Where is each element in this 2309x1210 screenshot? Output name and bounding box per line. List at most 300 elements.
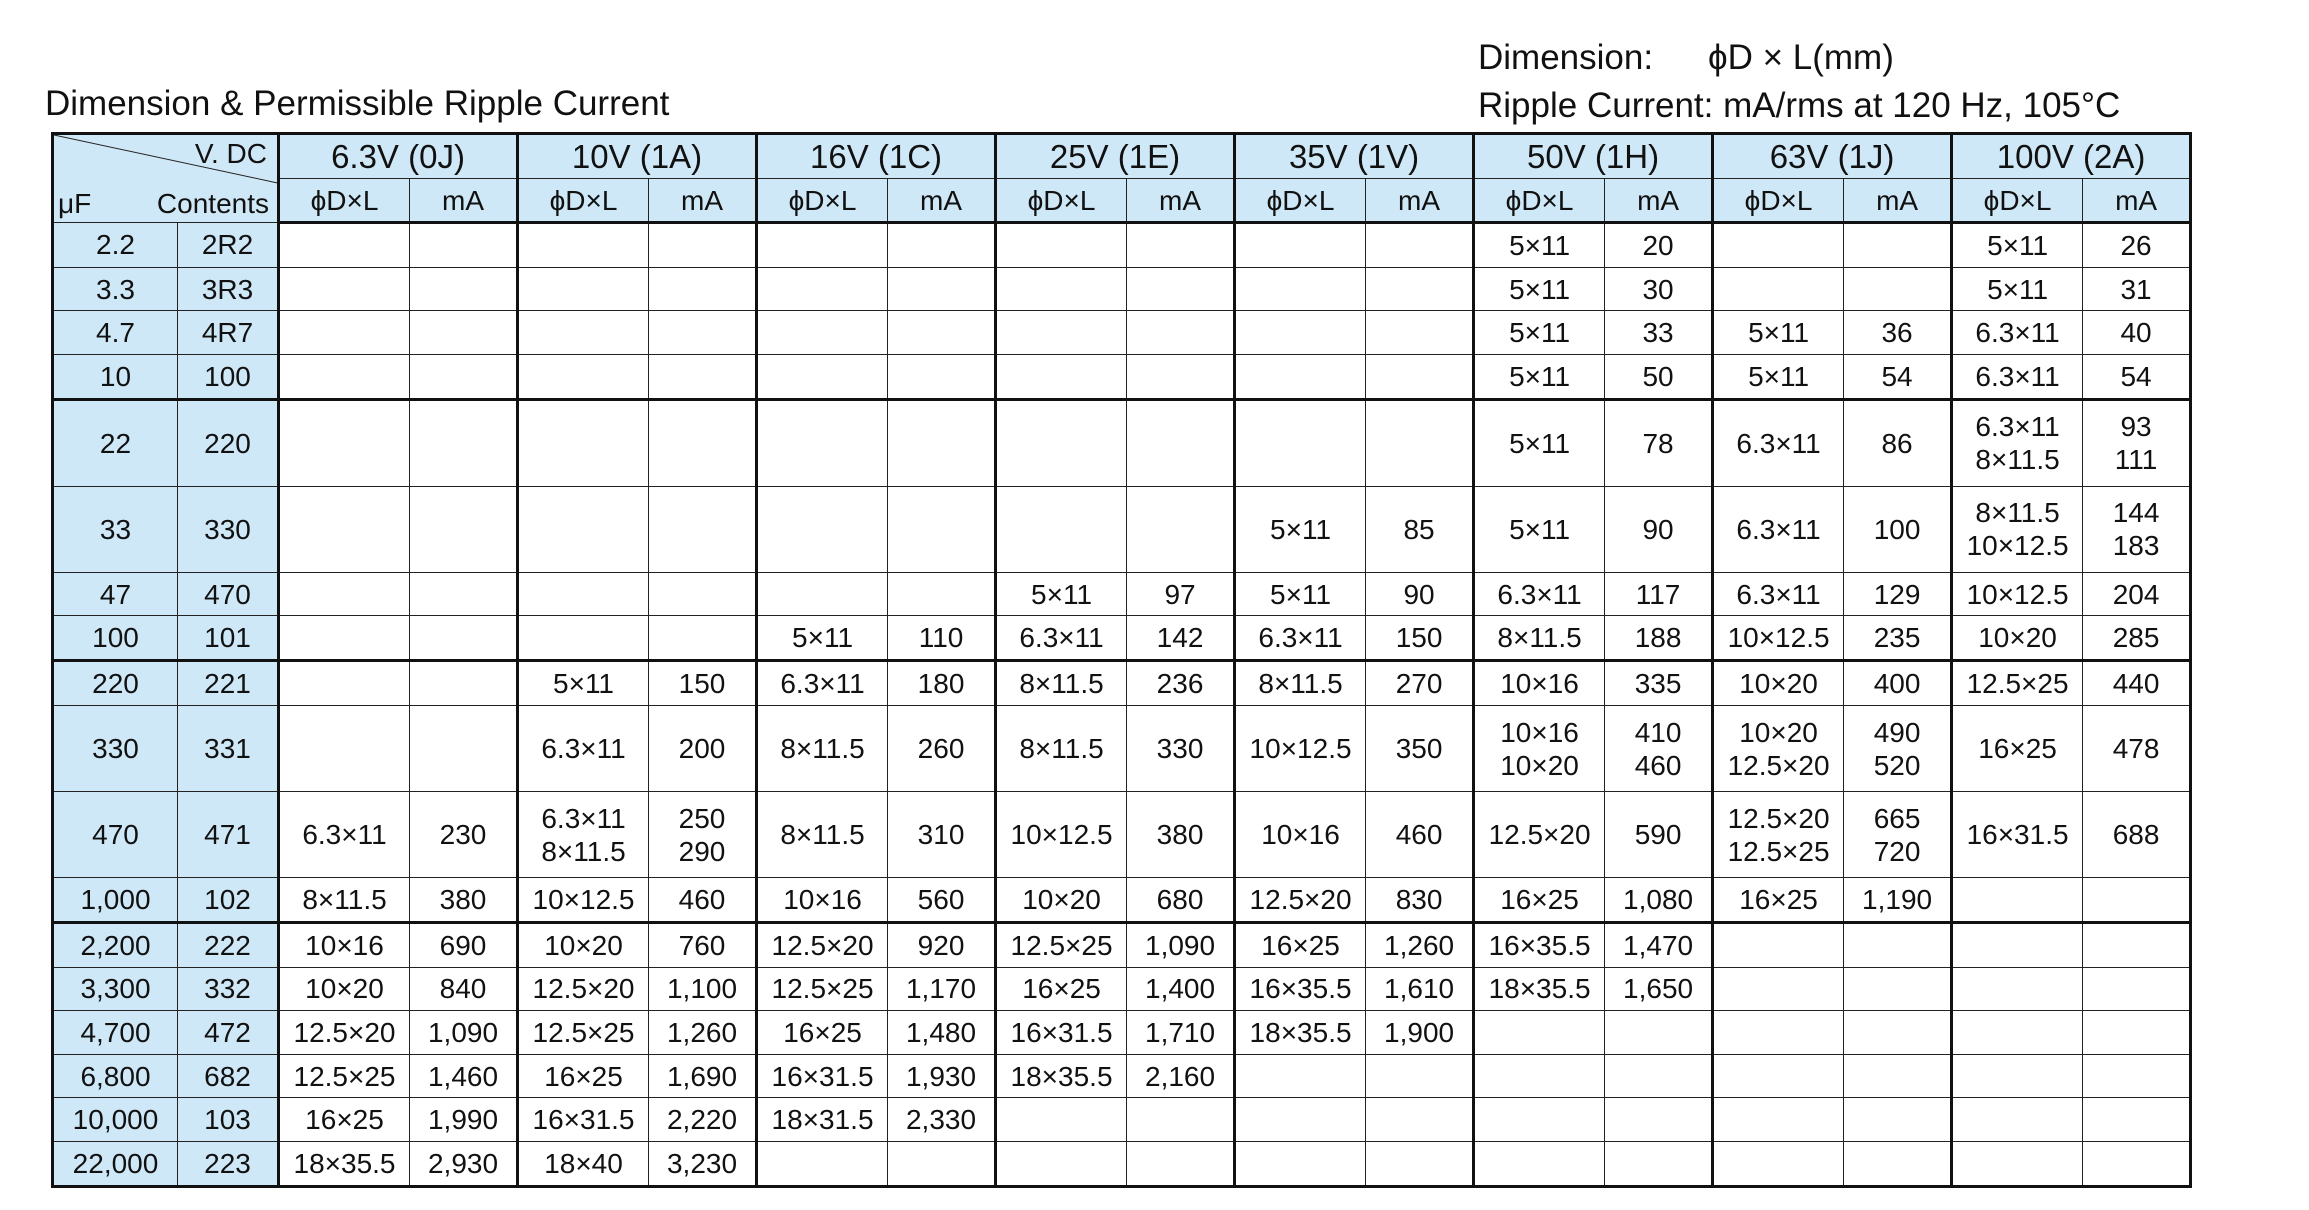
voltage-header: 100V (2A) [1952,134,2191,179]
dimension-cell: 12.5×20 [1474,792,1605,878]
ripple-cell: 1,460 [410,1054,518,1098]
ripple-cell [410,661,518,706]
ripple-subheader: mA [649,179,757,223]
contents-code-cell: 101 [178,616,279,661]
ripple-subheader: mA [1605,179,1713,223]
ripple-cell: 33 [1605,311,1713,355]
table-row [53,1098,2191,1142]
dimension-cell: 8×11.5 [279,877,410,922]
ripple-cell: 20 [1605,223,1713,268]
dimension-cell: 6.3×11 [1713,399,1844,486]
dimension-cell [1235,1054,1366,1098]
dimension-cell: 5×11 [757,616,888,661]
ripple-cell: 150 [649,661,757,706]
ripple-cell [1844,967,1952,1011]
dimension-cell: 10×12.5 [518,877,649,922]
contents-code-cell: 4R7 [178,311,279,355]
voltage-header: 6.3V (0J) [279,134,518,179]
table-row [53,355,2191,400]
ripple-cell [410,311,518,355]
ripple-cell: 90 [1605,487,1713,573]
capacitance-cell: 100 [53,616,178,661]
ripple-cell: 410 460 [1605,706,1713,792]
ripple-cell: 1,990 [410,1098,518,1142]
ripple-cell [2083,1054,2191,1098]
dimension-value: ϕD × L(mm) [1708,38,1894,77]
ripple-cell: 1,260 [1366,922,1474,967]
dimension-cell [1235,399,1366,486]
ripple-cell [1366,1141,1474,1186]
contents-code-cell: 2R2 [178,223,279,268]
ripple-cell: 1,090 [1127,922,1235,967]
dimension-cell: 16×25 [1474,877,1605,922]
ripple-cell: 1,710 [1127,1011,1235,1055]
ripple-cell: 690 [410,922,518,967]
corner-uf-label: μF [58,188,92,219]
dimension-cell: 5×11 [1952,223,2083,268]
ripple-cell: 30 [1605,267,1713,311]
dimension-cell: 5×11 [1474,267,1605,311]
dimension-cell: 12.5×25 [279,1054,410,1098]
ripple-subheader: mA [1127,179,1235,223]
dimension-cell: 10×20 [279,967,410,1011]
ripple-cell [1127,267,1235,311]
ripple-cell: 260 [888,706,996,792]
table-corner-header [53,134,279,223]
dimension-cell: 8×11.5 [1235,661,1366,706]
ripple-cell: 330 [1127,706,1235,792]
dimension-cell [518,311,649,355]
dimension-cell: 6.3×11 [1474,572,1605,616]
table-row [53,487,2191,573]
ripple-cell [2083,1098,2191,1142]
capacitance-cell: 2,200 [53,922,178,967]
dimension-cell: 16×31.5 [996,1011,1127,1055]
dimension-cell [518,616,649,661]
capacitance-cell: 33 [53,487,178,573]
ripple-cell: 86 [1844,399,1952,486]
dimension-subheader: ϕD×L [757,179,888,223]
contents-code-cell: 330 [178,487,279,573]
dimension-cell: 16×31.5 [518,1098,649,1142]
dimension-cell: 10×20 [996,877,1127,922]
dimension-cell: 10×20 [1952,616,2083,661]
dimension-cell: 6.3×11 [757,661,888,706]
dimension-cell: 10×16 [1474,661,1605,706]
ripple-cell: 1,400 [1127,967,1235,1011]
dimension-cell [1474,1054,1605,1098]
ripple-cell: 760 [649,922,757,967]
dimension-cell [996,223,1127,268]
dimension-cell: 18×35.5 [1235,1011,1366,1055]
table-row [53,1011,2191,1055]
dimension-cell [279,616,410,661]
dimension-cell [757,572,888,616]
dimension-cell: 12.5×20 [1235,877,1366,922]
table-row [53,1054,2191,1098]
dimension-cell: 12.5×25 [996,922,1127,967]
dimension-cell [757,223,888,268]
dimension-cell [279,311,410,355]
dimension-cell [518,355,649,400]
ripple-cell: 1,610 [1366,967,1474,1011]
dimension-cell [1952,1098,2083,1142]
capacitance-cell: 22,000 [53,1141,178,1186]
dimension-cell: 16×25 [757,1011,888,1055]
ripple-cell: 230 [410,792,518,878]
dimension-cell: 8×11.5 [757,706,888,792]
ripple-cell: 1,260 [649,1011,757,1055]
table-row [53,267,2191,311]
dimension-cell [1713,223,1844,268]
dimension-cell [279,487,410,573]
ripple-cell: 200 [649,706,757,792]
dimension-cell: 10×12.5 [1713,616,1844,661]
ripple-cell: 590 [1605,792,1713,878]
voltage-header: 10V (1A) [518,134,757,179]
ripple-cell [1844,922,1952,967]
dimension-cell: 5×11 [518,661,649,706]
table-row [53,877,2191,922]
dimension-label: Dimension: [1478,38,1654,77]
dimension-cell: 16×35.5 [1474,922,1605,967]
ripple-cell: 1,080 [1605,877,1713,922]
ripple-cell [888,572,996,616]
ripple-cell [888,1141,996,1186]
dimension-cell: 6.3×11 [1952,355,2083,400]
ripple-cell [649,399,757,486]
ripple-cell: 97 [1127,572,1235,616]
dimension-subheader: ϕD×L [996,179,1127,223]
ripple-cell [1844,223,1952,268]
dimension-cell [1713,1054,1844,1098]
ripple-cell [649,572,757,616]
dimension-cell [518,572,649,616]
ripple-cell [888,355,996,400]
ripple-cell [1605,1011,1713,1055]
capacitance-cell: 1,000 [53,877,178,922]
ripple-cell: 1,930 [888,1054,996,1098]
capacitance-cell: 4,700 [53,1011,178,1055]
dimension-cell [757,1141,888,1186]
ripple-cell: 840 [410,967,518,1011]
dimension-cell: 16×25 [1713,877,1844,922]
contents-code-cell: 102 [178,877,279,922]
dimension-subheader: ϕD×L [518,179,649,223]
dimension-cell: 10×16 [1235,792,1366,878]
capacitance-cell: 220 [53,661,178,706]
ripple-cell [410,223,518,268]
capacitance-cell: 4.7 [53,311,178,355]
ripple-cell: 1,100 [649,967,757,1011]
ripple-cell [1127,1141,1235,1186]
capacitance-cell: 10 [53,355,178,400]
dimension-cell: 10×16 [757,877,888,922]
ripple-cell [410,355,518,400]
contents-code-cell: 100 [178,355,279,400]
ripple-cell: 1,190 [1844,877,1952,922]
ripple-cell: 490 520 [1844,706,1952,792]
dimension-cell [279,572,410,616]
ripple-cell [888,311,996,355]
dimension-cell [279,267,410,311]
ripple-cell [2083,877,2191,922]
ripple-cell: 54 [1844,355,1952,400]
ripple-cell: 310 [888,792,996,878]
dimension-cell: 5×11 [1474,399,1605,486]
ripple-cell [1844,1011,1952,1055]
ripple-cell: 144 183 [2083,487,2191,573]
contents-code-cell: 222 [178,922,279,967]
dimension-cell [279,223,410,268]
corner-contents-label: Contents [156,188,269,219]
dimension-cell: 6.3×11 8×11.5 [518,792,649,878]
ripple-cell [1844,1141,1952,1186]
dimension-cell [279,706,410,792]
dimension-cell: 5×11 [1713,311,1844,355]
ripple-cell: 2,330 [888,1098,996,1142]
ripple-subheader: mA [2083,179,2191,223]
dimension-cell [1474,1011,1605,1055]
dimension-cell [1713,967,1844,1011]
ripple-cell: 665 720 [1844,792,1952,878]
dimension-cell: 12.5×25 [1952,661,2083,706]
ripple-cell [1127,311,1235,355]
dimension-cell [1952,1054,2083,1098]
contents-code-cell: 472 [178,1011,279,1055]
ripple-cell: 285 [2083,616,2191,661]
table-row [53,1141,2191,1186]
contents-code-cell: 223 [178,1141,279,1186]
capacitance-cell: 470 [53,792,178,878]
dimension-cell [757,311,888,355]
dimension-cell [1474,1141,1605,1186]
ripple-cell: 920 [888,922,996,967]
dimension-cell [1713,1141,1844,1186]
table-title: Dimension & Permissible Ripple Current [45,84,670,123]
dimension-cell: 12.5×25 [757,967,888,1011]
dimension-cell: 6.3×11 [996,616,1127,661]
ripple-current-table [51,132,2192,1188]
ripple-cell [1844,1054,1952,1098]
dimension-cell [996,311,1127,355]
dimension-cell: 12.5×25 [518,1011,649,1055]
dimension-cell: 6.3×11 8×11.5 [1952,399,2083,486]
ripple-cell [649,616,757,661]
ripple-cell [649,267,757,311]
dimension-cell: 8×11.5 [996,661,1127,706]
ripple-cell: 270 [1366,661,1474,706]
ripple-cell: 400 [1844,661,1952,706]
dimension-cell [996,487,1127,573]
ripple-cell: 204 [2083,572,2191,616]
ripple-cell [888,267,996,311]
ripple-cell: 460 [1366,792,1474,878]
voltage-header: 50V (1H) [1474,134,1713,179]
ripple-cell [1844,267,1952,311]
ripple-cell [649,355,757,400]
ripple-cell: 380 [410,877,518,922]
dimension-cell: 16×25 [1235,922,1366,967]
ripple-subheader: mA [1366,179,1474,223]
dimension-cell: 18×40 [518,1141,649,1186]
ripple-cell [1366,267,1474,311]
ripple-cell: 50 [1605,355,1713,400]
dimension-cell: 8×11.5 10×12.5 [1952,487,2083,573]
ripple-cell [1366,311,1474,355]
ripple-cell [1366,399,1474,486]
ripple-cell: 350 [1366,706,1474,792]
dimension-cell [1713,267,1844,311]
dimension-cell [1713,922,1844,967]
dimension-cell: 6.3×11 [1235,616,1366,661]
ripple-cell: 830 [1366,877,1474,922]
ripple-cell: 440 [2083,661,2191,706]
table-row [53,616,2191,661]
ripple-cell: 1,480 [888,1011,996,1055]
capacitance-cell: 47 [53,572,178,616]
dimension-cell [757,487,888,573]
ripple-cell [2083,1011,2191,1055]
ripple-cell: 1,650 [1605,967,1713,1011]
ripple-cell [2083,967,2191,1011]
dimension-cell: 18×35.5 [279,1141,410,1186]
capacitance-cell: 330 [53,706,178,792]
dimension-cell [1235,267,1366,311]
ripple-subheader: mA [1844,179,1952,223]
ripple-cell: 335 [1605,661,1713,706]
ripple-cell: 460 [649,877,757,922]
table-row [53,792,2191,878]
ripple-cell [1366,223,1474,268]
table-row [53,967,2191,1011]
dimension-cell [279,661,410,706]
ripple-cell: 688 [2083,792,2191,878]
ripple-cell: 1,170 [888,967,996,1011]
ripple-cell: 235 [1844,616,1952,661]
ripple-cell [2083,922,2191,967]
ripple-subheader: mA [410,179,518,223]
dimension-cell: 5×11 [1713,355,1844,400]
ripple-cell: 180 [888,661,996,706]
capacitance-cell: 10,000 [53,1098,178,1142]
ripple-cell [1127,355,1235,400]
ripple-cell [1605,1054,1713,1098]
ripple-cell [2083,1141,2191,1186]
ripple-cell [888,223,996,268]
ripple-cell: 85 [1366,487,1474,573]
corner-vdc-label: V. DC [194,138,267,169]
dimension-cell: 8×11.5 [1474,616,1605,661]
dimension-subheader: ϕD×L [1713,179,1844,223]
dimension-cell: 10×20 [518,922,649,967]
ripple-cell: 54 [2083,355,2191,400]
ripple-cell [1605,1141,1713,1186]
ripple-cell: 40 [2083,311,2191,355]
dimension-cell: 5×11 [1235,572,1366,616]
ripple-cell: 129 [1844,572,1952,616]
voltage-header: 25V (1E) [996,134,1235,179]
ripple-cell [1844,1098,1952,1142]
contents-code-cell: 332 [178,967,279,1011]
dimension-cell [1952,1011,2083,1055]
ripple-cell: 236 [1127,661,1235,706]
dimension-cell: 18×35.5 [996,1054,1127,1098]
table-row [53,311,2191,355]
dimension-cell: 12.5×20 [518,967,649,1011]
ripple-cell: 188 [1605,616,1713,661]
ripple-cell: 36 [1844,311,1952,355]
ripple-cell [1605,1098,1713,1142]
dimension-cell: 16×25 [279,1098,410,1142]
dimension-cell [1952,922,2083,967]
dimension-cell: 6.3×11 [279,792,410,878]
dimension-cell: 6.3×11 [1952,311,2083,355]
dimension-cell [279,355,410,400]
ripple-cell: 680 [1127,877,1235,922]
dimension-cell [996,1098,1127,1142]
dimension-cell: 6.3×11 [518,706,649,792]
table-row [53,399,2191,486]
voltage-header: 35V (1V) [1235,134,1474,179]
dimension-cell [1474,1098,1605,1142]
dimension-cell: 5×11 [1474,355,1605,400]
contents-code-cell: 471 [178,792,279,878]
dimension-cell: 6.3×11 [1713,572,1844,616]
ripple-cell: 1,900 [1366,1011,1474,1055]
ripple-cell: 1,470 [1605,922,1713,967]
dimension-cell [518,399,649,486]
ripple-cell: 78 [1605,399,1713,486]
dimension-cell: 12.5×20 [757,922,888,967]
dimension-cell [1235,355,1366,400]
dimension-cell [996,1141,1127,1186]
ripple-cell: 380 [1127,792,1235,878]
ripple-cell [649,311,757,355]
dimension-cell [1952,877,2083,922]
table-row [53,706,2191,792]
ripple-cell: 100 [1844,487,1952,573]
ripple-cell: 93 111 [2083,399,2191,486]
dimension-cell: 8×11.5 [996,706,1127,792]
dimension-cell [996,399,1127,486]
contents-code-cell: 470 [178,572,279,616]
ripple-cell [649,223,757,268]
dimension-cell: 16×35.5 [1235,967,1366,1011]
ripple-cell: 3,230 [649,1141,757,1186]
ripple-cell [1127,399,1235,486]
ripple-cell: 2,930 [410,1141,518,1186]
capacitance-cell: 3.3 [53,267,178,311]
ripple-cell [1366,355,1474,400]
capacitance-cell: 2.2 [53,223,178,268]
capacitance-cell: 6,800 [53,1054,178,1098]
dimension-cell: 5×11 [1474,223,1605,268]
table-row [53,661,2191,706]
dimension-cell: 5×11 [1474,311,1605,355]
ripple-cell: 31 [2083,267,2191,311]
dimension-cell [1713,1098,1844,1142]
capacitance-cell: 22 [53,399,178,486]
capacitance-cell: 3,300 [53,967,178,1011]
dimension-cell: 10×16 10×20 [1474,706,1605,792]
dimension-cell: 12.5×20 12.5×25 [1713,792,1844,878]
dimension-cell: 5×11 [1474,487,1605,573]
ripple-cell [410,399,518,486]
ripple-current-note: Ripple Current: mA/rms at 120 Hz, 105°C [1478,86,2121,125]
table-row [53,572,2191,616]
ripple-cell [410,706,518,792]
